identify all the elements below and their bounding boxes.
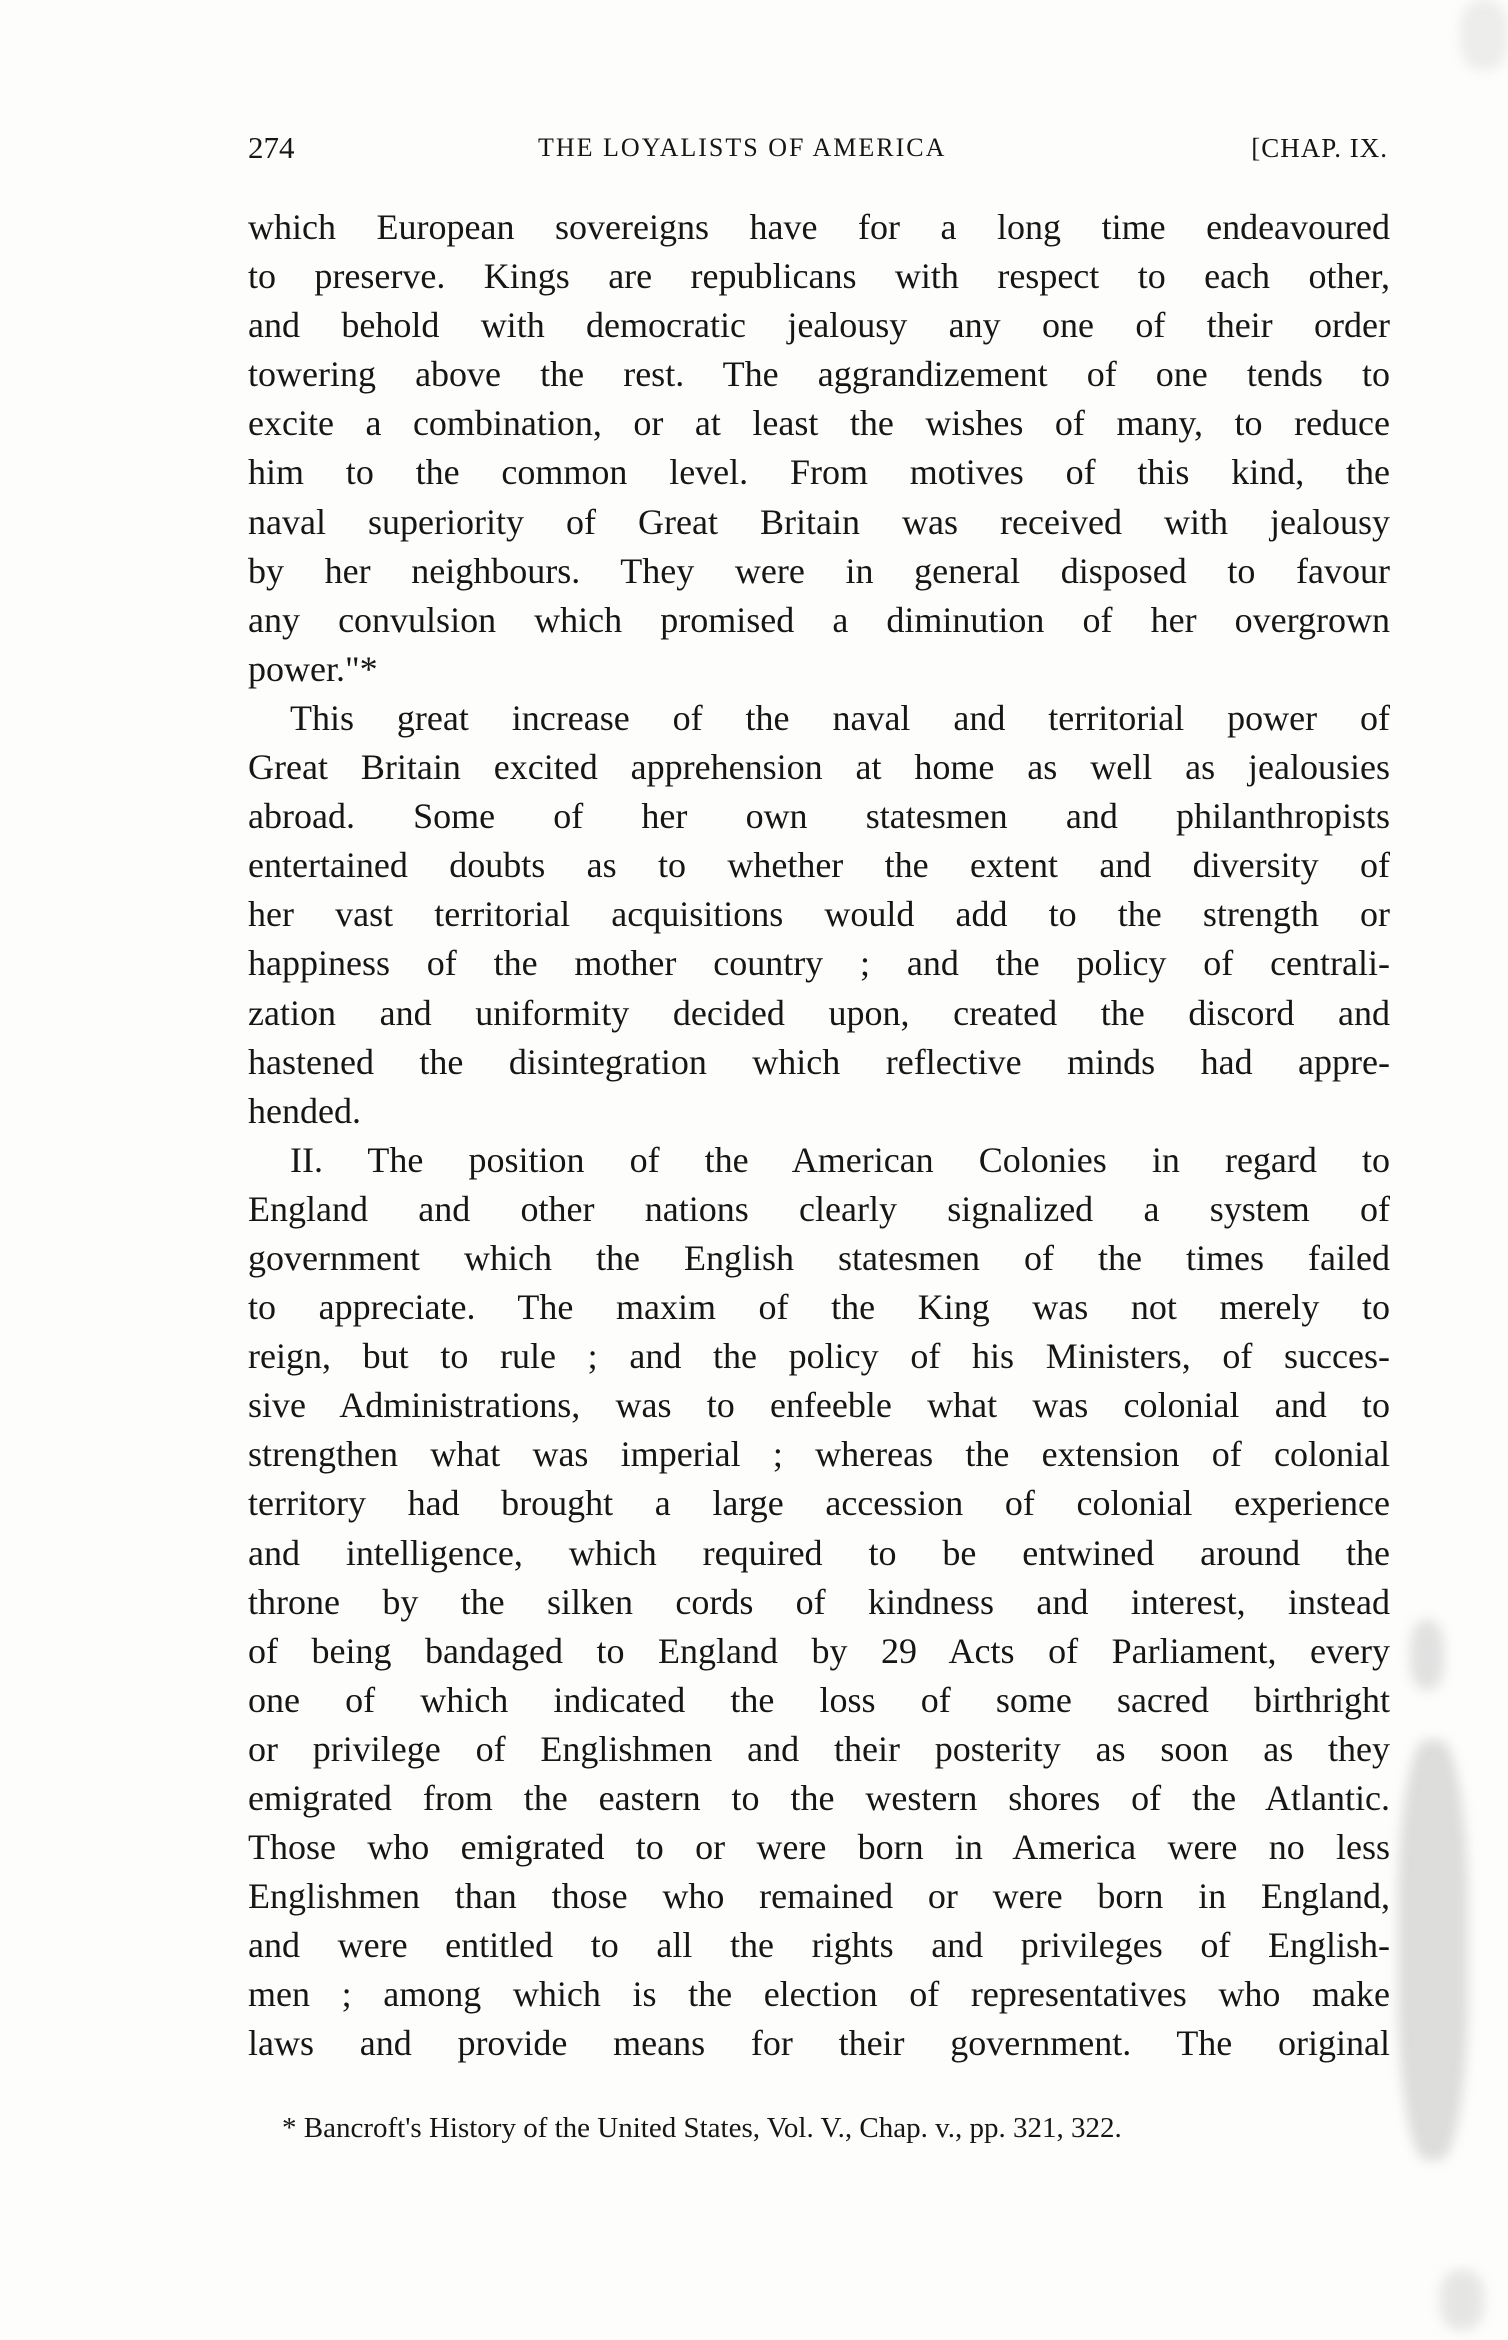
- text-line: entertained doubts as to whether the extent and diversity of: [248, 845, 1390, 886]
- text-line: her vast territorial acquisitions would add to the strength or: [248, 894, 1390, 935]
- text-line: Great Britain excited apprehension at home as well as jealousies: [248, 747, 1390, 788]
- text-line: This great increase of the naval and territorial power of: [290, 697, 1390, 738]
- text-line: zation and uniformity decided upon, created the discord and: [248, 992, 1390, 1033]
- text-line: emigrated from the eastern to the western shores of the Atlantic.: [248, 1778, 1390, 1818]
- text-line: excite a combination, or at least the wishes of many, to reduce: [248, 403, 1390, 444]
- scan-smudge: [1440, 2270, 1484, 2330]
- text-line: him to the common level. From motives of this kind, the: [248, 452, 1390, 493]
- page-header: [248, 126, 1388, 170]
- body-text: [248, 203, 1390, 2069]
- text-line: any convulsion which promised a diminution of her overgrown: [248, 599, 1390, 640]
- text-line: hended.: [248, 1090, 361, 1131]
- text-line: to appreciate. The maxim of the King was not merely to: [248, 1287, 1390, 1328]
- text-line: throne by the silken cords of kindness and interest, instead: [248, 1581, 1390, 1622]
- text-line: and were entitled to all the rights and privileges of English-: [248, 1925, 1390, 1966]
- text-line: and behold with democratic jealousy any one of their order: [248, 305, 1390, 346]
- text-line: and intelligence, which required to be entwined around the: [248, 1532, 1390, 1573]
- text-line: of being bandaged to England by 29 Acts of Parliament, every: [248, 1630, 1390, 1671]
- text-line: England and other nations clearly signalized a system of: [248, 1188, 1390, 1229]
- scan-smudge: [1460, 0, 1508, 70]
- text-line: to preserve. Kings are republicans with respect to each other,: [248, 256, 1390, 297]
- text-line: Englishmen than those who remained or were born in England,: [248, 1876, 1390, 1917]
- text-line: by her neighbours. They were in general disposed to favour: [248, 550, 1390, 591]
- text-line: government which the English statesmen of the times failed: [248, 1237, 1390, 1278]
- text-line: Those who emigrated to or were born in America were no less: [248, 1827, 1390, 1868]
- text-line: naval superiority of Great Britain was received with jealousy: [248, 501, 1390, 542]
- text-line: towering above the rest. The aggrandizement of one tends to: [248, 354, 1390, 395]
- text-line: hastened the disintegration which reflective minds had appre-: [248, 1041, 1390, 1082]
- scan-smudge: [1398, 1740, 1468, 2160]
- running-title: THE LOYALISTS OF AMERICA: [538, 133, 947, 162]
- text-line: strengthen what was imperial ; whereas the extension of colonial: [248, 1434, 1390, 1475]
- text-line: abroad. Some of her own statesmen and philanthropists: [248, 796, 1390, 837]
- text-line: II. The position of the American Colonies in regard to: [290, 1139, 1390, 1180]
- text-line: reign, but to rule ; and the policy of his Ministers, of succes-: [248, 1336, 1390, 1377]
- text-line: power."*: [248, 648, 378, 689]
- chapter-label: [CHAP. IX.: [1251, 133, 1388, 163]
- text-line: sive Administrations, was to enfeeble what was colonial and to: [248, 1385, 1390, 1426]
- page-number: 274: [248, 130, 295, 165]
- text-line: men ; among which is the election of representatives who make: [248, 1974, 1390, 2015]
- text-line: happiness of the mother country ; and the policy of centrali-: [248, 943, 1390, 984]
- text-line: one of which indicated the loss of some sacred birthright: [248, 1679, 1390, 1720]
- text-line: laws and provide means for their government. The original: [248, 2023, 1390, 2064]
- text-line: or privilege of Englishmen and their posterity as soon as they: [248, 1728, 1390, 1769]
- scan-smudge: [1410, 1620, 1444, 1690]
- text-line: territory had brought a large accession of colonial experience: [248, 1483, 1390, 1524]
- text-line: which European sovereigns have for a long time endeavoured: [248, 207, 1390, 247]
- footnote: * Bancroft's History of the United States, Vol. V., Chap. v., pp. 321, 322.: [282, 2112, 1122, 2144]
